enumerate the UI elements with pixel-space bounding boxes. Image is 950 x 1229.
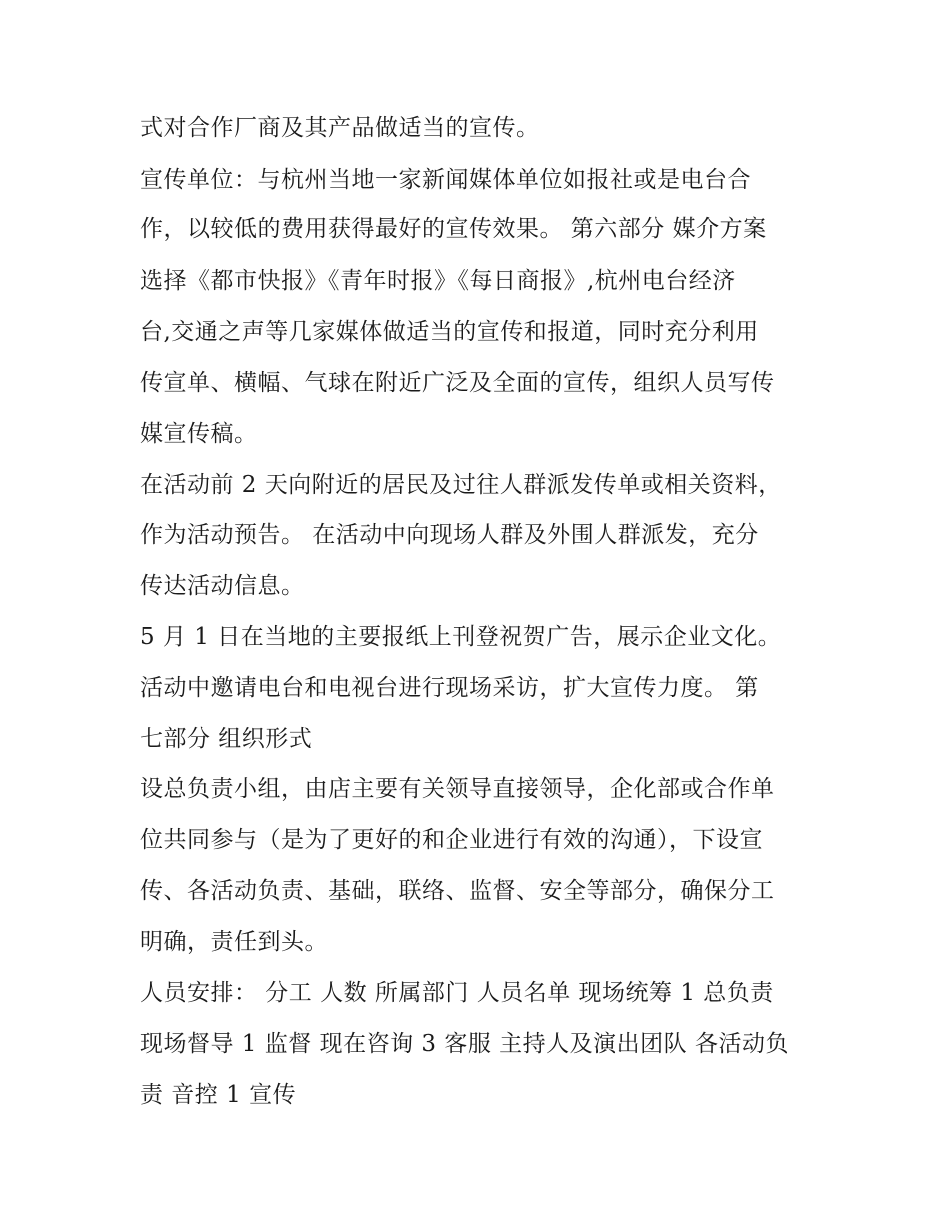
text-line: 七部分 组织形式 — [140, 726, 313, 752]
text-line: 现场督导 1 监督 现在咨询 3 客服 主持人及演出团队 各活动负 — [140, 1031, 789, 1057]
text-line: 在活动前 2 天向附近的居民及过往人群派发传单或相关资料， — [140, 472, 782, 498]
text-line: 人员安排： 分工 人数 所属部门 人员名单 现场统筹 1 总负责 — [140, 980, 774, 1006]
text-line: 选择《都市快报》《青年时报》《每日商报》,杭州电台经济 — [140, 268, 736, 294]
text-line: 传宣单、横幅、气球在附近广泛及全面的宣传，组织人员写传 — [140, 370, 775, 396]
text-line: 媒宣传稿。 — [140, 421, 258, 447]
text-line: 传、各活动负责、基础，联络、监督、安全等部分，确保分工 — [140, 878, 775, 904]
text-line: 式对合作厂商及其产品做适当的宣传。 — [140, 115, 540, 141]
text-line: 责 音控 1 宣传 — [140, 1082, 297, 1108]
text-line: 传达活动信息。 — [140, 573, 305, 599]
text-line: 台,交通之声等几家媒体做适当的宣传和报道，同时充分利用 — [140, 319, 759, 345]
text-line: 活动中邀请电台和电视台进行现场采访，扩大宣传力度。 第 — [140, 675, 759, 701]
text-line: 5 月 1 日在当地的主要报纸上刊登祝贺广告，展示企业文化。 — [140, 624, 782, 650]
text-line: 设总负责小组，由店主要有关领导直接领导，企化部或合作单 — [140, 776, 775, 802]
text-line: 作，以较低的费用获得最好的宣传效果。 第六部分 媒介方案 — [140, 216, 767, 242]
text-line: 宣传单位：与杭州当地一家新闻媒体单位如报社或是电台合 — [140, 167, 751, 193]
text-line: 作为活动预告。 在活动中向现场人群及外围人群派发，充分 — [140, 522, 759, 548]
text-line: 明确，责任到头。 — [140, 929, 328, 955]
text-line: 位共同参与（是为了更好的和企业进行有效的沟通），下设宣 — [140, 827, 763, 853]
